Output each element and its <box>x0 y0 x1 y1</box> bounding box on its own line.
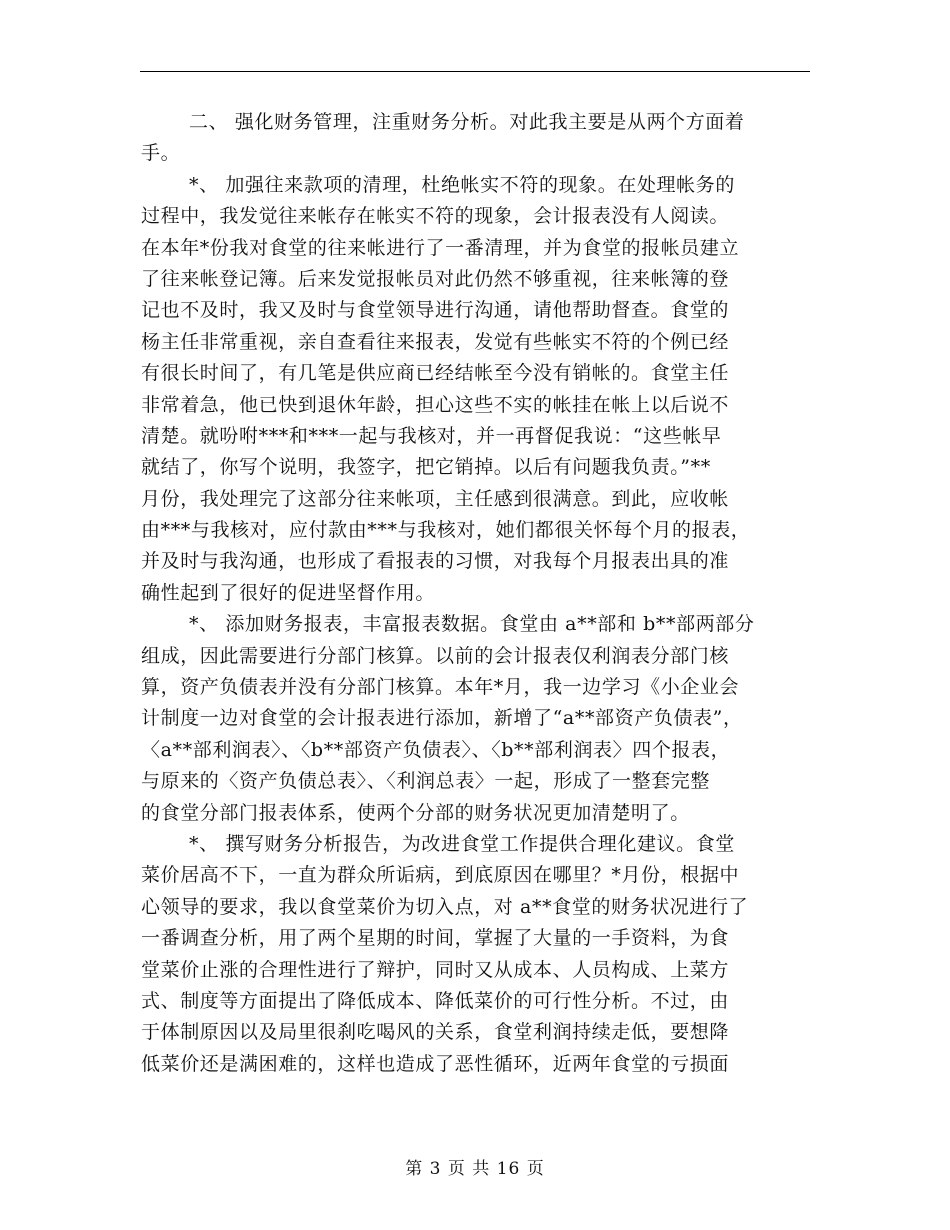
text-line: 低菜价还是满困难的，这样也造成了恶性循环，近两年食堂的亏损面 <box>141 1052 730 1075</box>
text-line: 月份，我处理完了这部分往来帐项，主任感到很满意。到此，应收帐 <box>141 487 730 510</box>
document-body <box>141 107 809 1080</box>
text-line: *、 撰写财务分析报告，为改进食堂工作提供合理化建议。食堂 <box>189 832 735 855</box>
text-line: 〈a**部利润表〉、〈b**部资产负债表〉、〈b**部利润表〉四个报表， <box>141 738 731 761</box>
text-line: 记也不及时，我又及时与食堂领导进行沟通，请他帮助督查。食堂的 <box>141 299 730 322</box>
text-line: 手。 <box>141 142 181 165</box>
text-line: 并及时与我沟通，也形成了看报表的习惯，对我每个月报表出具的准 <box>141 550 730 573</box>
text-line: 由***与我核对，应付款由***与我核对，她们都很关怀每个月的报表， <box>141 519 751 542</box>
text-line: 式、制度等方面提出了降低成本、降低菜价的可行性分析。不过，由 <box>141 989 730 1012</box>
text-line: 在本年*份我对食堂的往来帐进行了一番清理，并为食堂的报帐员建立 <box>141 236 740 259</box>
text-line: 堂菜价止涨的合理性进行了辩护，同时又从成本、人员构成、上菜方 <box>141 958 730 981</box>
text-line: 就结了，你写个说明，我签字，把它销掉。以后有问题我负责。”** <box>141 456 711 479</box>
text-line: 有很长时间了，有几笔是供应商已经结帐至今没有销帐的。食堂主任 <box>141 362 730 385</box>
text-line: 的食堂分部门报表体系，使两个分部的财务状况更加清楚明了。 <box>141 801 690 824</box>
text-line: 了往来帐登记簿。后来发觉报帐员对此仍然不够重视，往来帐簿的登 <box>141 267 730 290</box>
text-line: 于体制原因以及局里很刹吃喝风的关系，食堂利润持续走低，要想降 <box>141 1021 730 1044</box>
text-line: 心领导的要求，我以食堂菜价为切入点，对 a**食堂的财务状况进行了 <box>141 895 749 918</box>
text-line: 非常着急，他已快到退休年龄，担心这些不实的帐挂在帐上以后说不 <box>141 393 730 416</box>
header-rule <box>140 71 810 72</box>
text-line: 与原来的〈资产负债总表〉、〈利润总表〉一起，形成了一整套完整 <box>141 770 711 793</box>
page-number: 第 3 页 共 16 页 <box>405 1159 545 1179</box>
text-line: 杨主任非常重视，亲自查看往来报表，发觉有些帐实不符的个例已经 <box>141 330 730 353</box>
text-line: 菜价居高不下，一直为群众所诟病，到底原因在哪里？*月份，根据中 <box>141 864 740 887</box>
text-line: 计制度一边对食堂的会计报表进行添加，新增了“a**部资产负债表”， <box>141 707 743 730</box>
text-line: 清楚。就吩咐***和***一起与我核对，并一再督促我说：“这些帐早 <box>141 424 722 447</box>
text-line: *、 添加财务报表，丰富报表数据。食堂由 a**部和 b**部两部分 <box>189 613 755 636</box>
text-line: 一番调查分析，用了两个星期的时间，掌握了大量的一手资料，为食 <box>141 927 730 950</box>
text-line: 算，资产负债表并没有分部门核算。本年*月，我一边学习《小企业会 <box>141 676 740 699</box>
text-line: 二、 强化财务管理，注重财务分析。对此我主要是从两个方面着 <box>189 111 745 133</box>
text-line: 组成，因此需要进行分部门核算。以前的会计报表仅利润表分部门核 <box>141 644 730 667</box>
text-line: 过程中，我发觉往来帐存在帐实不符的现象，会计报表没有人阅读。 <box>141 205 730 228</box>
text-line: 确性起到了很好的促进坚督作用。 <box>141 581 436 604</box>
text-line: *、 加强往来款项的清理，杜绝帐实不符的现象。在处理帐务的 <box>189 173 735 196</box>
